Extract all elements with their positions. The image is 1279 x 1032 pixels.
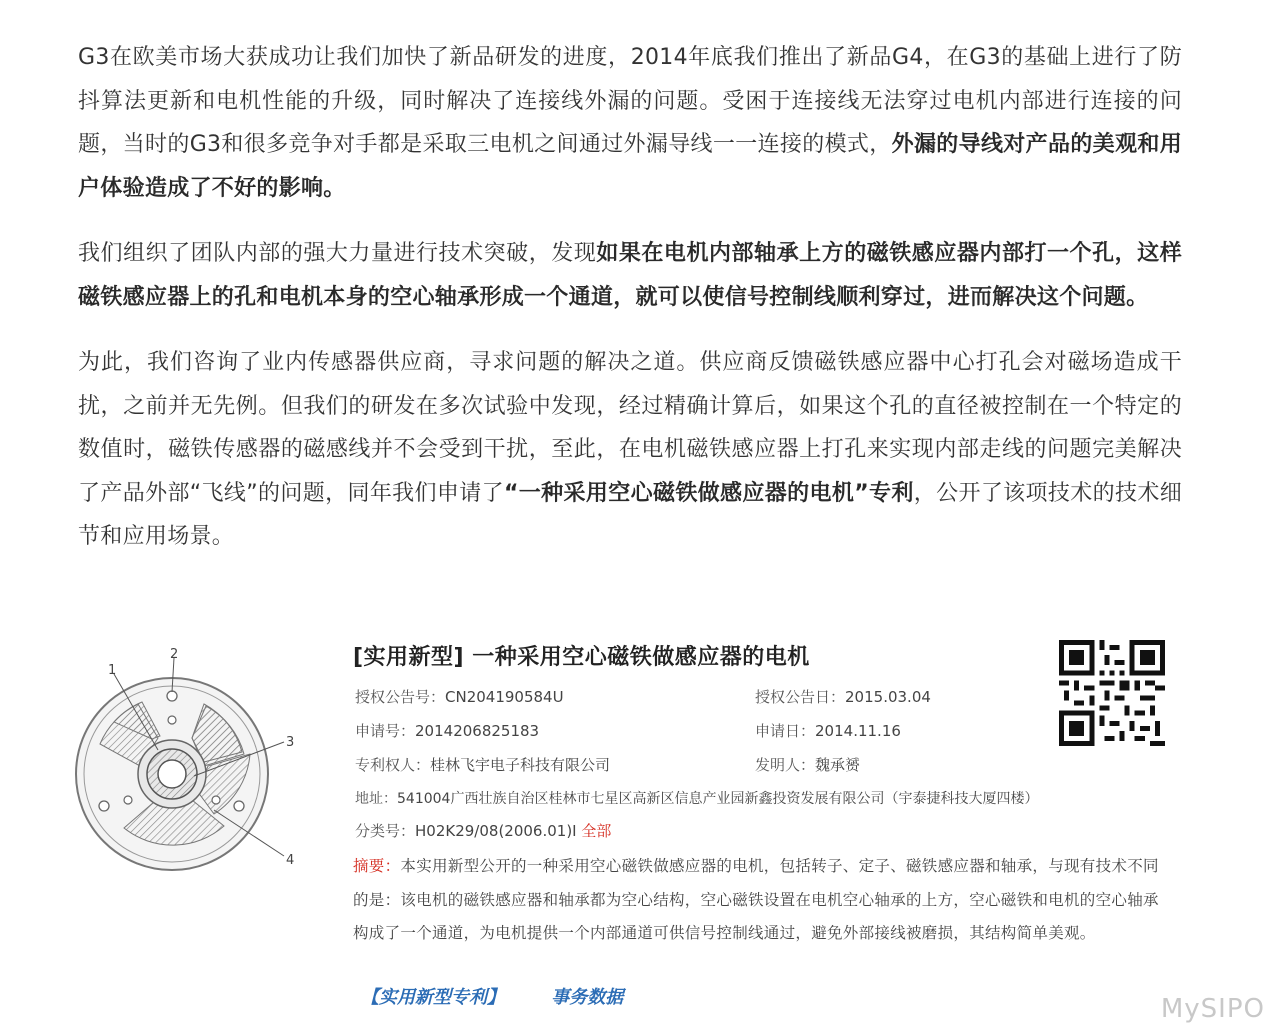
paragraph-1-text: G3在欧美市场大获成功让我们加快了新品研发的进度，2014年底我们推出了新品G4，在G3的基础上进行了防抖算法更新和电机性能的升级，同时解决了连接线外漏的问题。受困于连接线无法穿过电机内部进行连接的问题，当时的G3和很多竞争对手都是采取三电机之间通过外漏导线一一连接的模式，	[78, 45, 1182, 157]
article-body	[78, 36, 1182, 581]
application-number-row	[355, 720, 539, 741]
diagram-label-1: 1	[108, 663, 117, 678]
abstract-text: 本实用新型公开的一种采用空心磁铁做感应器的电机，包括转子、定子、磁铁感应器和轴承，与现有技术不同的是：该电机的磁铁感应器和轴承都为空心结构，空心磁铁设置在电机空心轴承的上方，空心磁铁和电机的空心轴承构成了一个通道，为电机提供一个内部通道可供信号控制线通过，避免外部接线被磨损，其结构简单美观。	[353, 857, 1159, 942]
address: 541004广西壮族自治区桂林市七星区高新区信息产业园新鑫投资发展有限公司（宇泰捷科技大厦四楼）	[397, 791, 1039, 807]
classification-all-link[interactable]: 全部	[581, 822, 612, 840]
patent-info	[353, 640, 1173, 1008]
affairs-data-link[interactable]: 事务数据	[551, 987, 624, 1008]
classification-value: H02K29/08(2006.01)I	[415, 822, 577, 840]
inventor: 魏承赟	[815, 756, 861, 774]
patent-title: [实用新型] 一种采用空心磁铁做感应器的电机	[353, 645, 810, 670]
address-label: 地址：	[355, 791, 397, 807]
classification-label: 分类号：	[355, 822, 416, 840]
patent-links	[361, 983, 663, 1009]
paragraph-1	[78, 36, 1182, 210]
grant-number-label: 授权公告号：	[355, 688, 446, 706]
paragraph-3-bold: “一种采用空心磁铁做感应器的电机”专利	[503, 480, 914, 506]
grant-number-row	[355, 686, 564, 707]
paragraph-2	[78, 232, 1182, 319]
paragraph-3-tail: ，公开了该项技术的技术细节和应用场景。	[78, 480, 1182, 549]
grant-date: 2015.03.04	[845, 688, 931, 706]
holder-row	[355, 754, 610, 775]
address-row	[355, 788, 1038, 808]
paragraph-2-text: 我们组织了团队内部的强大力量进行技术突破，发现	[78, 241, 597, 266]
inventor-label: 发明人：	[755, 756, 816, 774]
watermark: MySIPO	[1160, 994, 1265, 1024]
motor-diagram	[74, 634, 304, 874]
paragraph-2-bold: 如果在电机内部轴承上方的磁铁感应器内部打一个孔，这样磁铁感应器上的孔和电机本身的空心轴承形成一个通道，就可以使信号控制线顺利穿过，进而解决这个问题。	[78, 241, 1182, 310]
grant-date-row	[755, 686, 931, 707]
utility-patent-link[interactable]: 【实用新型专利】	[361, 987, 505, 1008]
holder-label: 专利权人：	[355, 756, 431, 774]
application-number: 2014206825183	[415, 722, 540, 740]
paragraph-3	[78, 341, 1182, 559]
patent-figure	[74, 628, 1184, 1023]
application-date: 2014.11.16	[815, 722, 901, 740]
paragraph-1-bold: 外漏的导线对产品的美观和用户体验造成了不好的影响。	[78, 132, 1182, 201]
grant-number: CN204190584U	[445, 688, 564, 706]
qr-code	[1059, 640, 1165, 746]
classification-row	[355, 820, 611, 841]
application-date-label: 申请日：	[755, 722, 816, 740]
holder: 桂林飞宇电子科技有限公司	[430, 756, 611, 774]
application-number-label: 申请号：	[355, 722, 416, 740]
application-date-row	[755, 720, 901, 741]
inventor-row	[755, 754, 860, 775]
abstract	[353, 850, 1168, 951]
center-hole	[158, 760, 186, 788]
diagram-label-3: 3	[286, 735, 295, 750]
diagram-label-4: 4	[286, 853, 295, 868]
grant-date-label: 授权公告日：	[755, 688, 846, 706]
diagram-label-2: 2	[170, 647, 179, 662]
abstract-label: 摘要：	[353, 857, 401, 875]
paragraph-3-text: 为此，我们咨询了业内传感器供应商，寻求问题的解决之道。供应商反馈磁铁感应器中心打孔会对磁场造成干扰，之前并无先例。但我们的研发在多次试验中发现，经过精确计算后，如果这个孔的直径被控制在一个特定的数值时，磁铁传感器的磁感线并不会受到干扰，至此，在电机磁铁感应器上打孔来实现内部走线的问题完美解决了产品外部“飞线”的问题，同年我们申请了	[78, 350, 1182, 506]
